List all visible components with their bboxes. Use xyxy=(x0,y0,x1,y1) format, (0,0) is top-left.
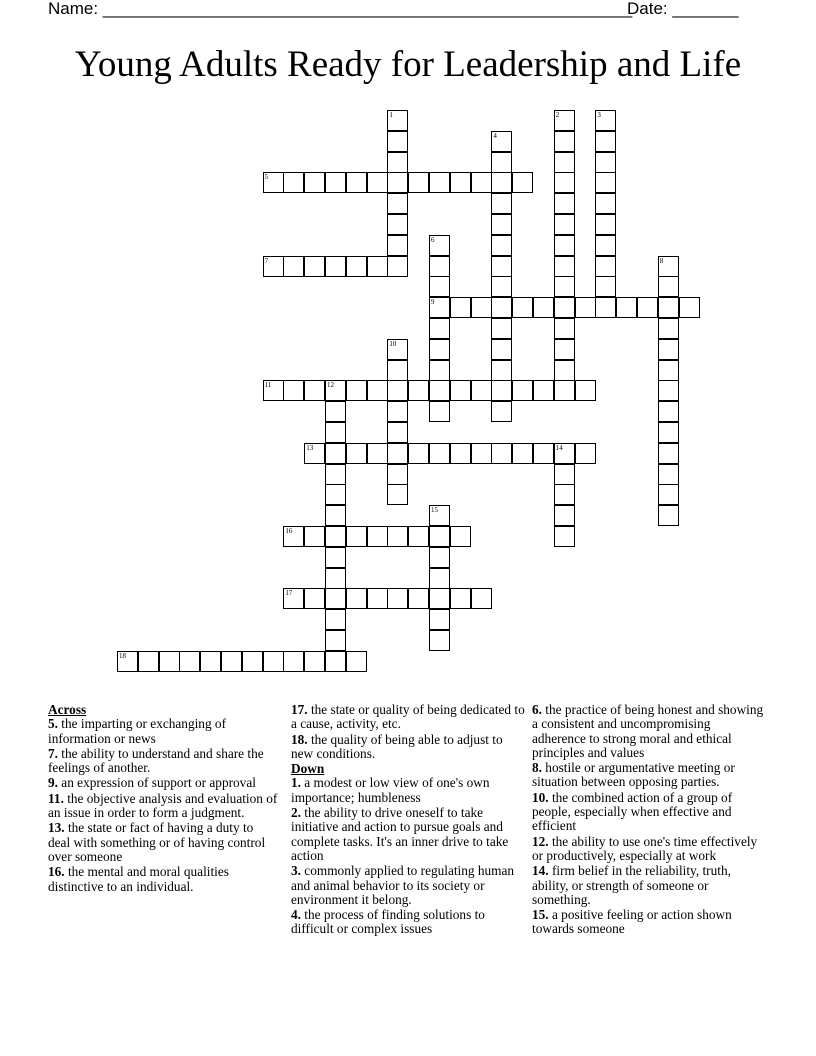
grid-cell[interactable] xyxy=(554,380,575,401)
clue-text: firm belief in the reliability, truth, ability, or strength of someone or something. xyxy=(532,863,731,907)
grid-cell[interactable] xyxy=(595,152,616,173)
grid-cell[interactable] xyxy=(242,651,263,672)
grid-cell[interactable] xyxy=(325,630,346,651)
grid-cell[interactable] xyxy=(512,297,533,318)
cell-number: 17 xyxy=(285,589,293,598)
down-heading: Down xyxy=(291,761,325,777)
grid-cell[interactable] xyxy=(325,588,346,609)
clue-text: commonly applied to regulating human and animal behavior to its society or environment it belong. xyxy=(291,863,515,907)
grid-cell[interactable] xyxy=(325,484,346,505)
grid-cell[interactable] xyxy=(554,152,575,173)
grid-cell[interactable] xyxy=(283,172,304,193)
grid-cell[interactable] xyxy=(304,588,325,609)
cell-number: 14 xyxy=(555,443,563,452)
grid-cell[interactable] xyxy=(533,380,554,401)
grid-cell[interactable] xyxy=(554,110,575,131)
grid-cell[interactable] xyxy=(595,256,616,277)
grid-cell[interactable] xyxy=(346,651,367,672)
clue-number: 5. xyxy=(48,716,58,732)
grid-cell[interactable] xyxy=(595,297,616,318)
grid-cell[interactable] xyxy=(429,568,450,589)
grid-cell[interactable] xyxy=(387,193,408,214)
grid-cell[interactable] xyxy=(138,651,159,672)
clue-text: the state or quality of being dedicated to a cause, activity, etc. xyxy=(291,702,525,732)
cell-number: 8 xyxy=(659,256,664,265)
grid-cell[interactable] xyxy=(429,609,450,630)
grid-cell[interactable] xyxy=(679,297,700,318)
cell-number: 9 xyxy=(431,298,435,307)
clue-number: 4. xyxy=(291,907,301,923)
clue-text: a modest or low view of one's own importance; humbleness xyxy=(291,775,490,805)
clue-text: the quality of being able to adjust to new conditions. xyxy=(291,731,503,761)
grid-cell[interactable] xyxy=(658,339,679,360)
clue-item xyxy=(532,791,767,834)
clues-column-3 xyxy=(532,703,767,938)
grid-cell[interactable] xyxy=(658,401,679,422)
grid-cell[interactable] xyxy=(325,256,346,277)
grid-cell[interactable] xyxy=(595,276,616,297)
grid-cell[interactable] xyxy=(512,380,533,401)
clue-item xyxy=(532,703,767,760)
grid-cell[interactable] xyxy=(283,526,304,547)
clue-item xyxy=(291,776,527,805)
grid-cell[interactable] xyxy=(554,276,575,297)
grid-cell[interactable] xyxy=(387,380,408,401)
clue-text: the combined action of a group of people, especially when effective and efficient xyxy=(532,789,733,834)
clue-text: the state or fact of having a duty to deal with something or of having control over someone xyxy=(48,820,266,864)
grid-cell[interactable] xyxy=(325,401,346,422)
grid-cell[interactable] xyxy=(429,526,450,547)
grid-cell[interactable] xyxy=(491,297,512,318)
grid-cell[interactable] xyxy=(387,484,408,505)
cell-number: 16 xyxy=(285,527,293,535)
grid-cell[interactable] xyxy=(450,172,471,193)
grid-cell[interactable] xyxy=(554,526,575,547)
clue-item xyxy=(532,761,767,790)
clue-item xyxy=(48,865,278,894)
grid-cell[interactable] xyxy=(658,276,679,297)
grid-cell[interactable] xyxy=(491,172,512,193)
clue-item xyxy=(48,776,278,790)
grid-cell[interactable] xyxy=(616,297,637,318)
grid-cell[interactable] xyxy=(554,360,575,381)
clue-item xyxy=(48,747,278,776)
cell-number: 7 xyxy=(264,256,269,265)
grid-cell[interactable] xyxy=(159,651,180,672)
clue-number: 14. xyxy=(532,863,549,879)
grid-cell[interactable] xyxy=(491,193,512,214)
grid-cell[interactable] xyxy=(491,214,512,235)
grid-cell[interactable] xyxy=(658,318,679,339)
clue-item xyxy=(291,864,527,907)
grid-cell[interactable] xyxy=(117,651,138,672)
clue-number: 3. xyxy=(291,863,301,879)
cell-number: 2 xyxy=(555,111,560,119)
grid-cell[interactable] xyxy=(554,318,575,339)
grid-cell[interactable] xyxy=(387,172,408,193)
cell-number: 1 xyxy=(389,111,393,119)
grid-cell[interactable] xyxy=(554,131,575,152)
date-field-label: Date: _______ xyxy=(627,0,739,18)
grid-cell[interactable] xyxy=(263,172,284,193)
grid-cell[interactable] xyxy=(408,443,429,464)
grid-cell[interactable] xyxy=(491,339,512,360)
grid-cell[interactable] xyxy=(554,256,575,277)
grid-cell[interactable] xyxy=(367,526,388,547)
grid-cell[interactable] xyxy=(575,443,596,464)
clue-text: the ability to drive oneself to take initiative and action to pursue goals and complete tasks. It's an inner drive to take action xyxy=(291,805,509,863)
grid-cell[interactable] xyxy=(595,214,616,235)
grid-cell[interactable] xyxy=(325,505,346,526)
clue-text: a positive feeling or action shown towards someone xyxy=(532,907,732,937)
grid-cell[interactable] xyxy=(429,505,450,526)
clue-text: the practice of being honest and showing a consistent and uncompromising adherence to strong moral and ethical principles and values xyxy=(532,702,764,760)
grid-cell[interactable] xyxy=(450,297,471,318)
grid-cell[interactable] xyxy=(595,235,616,256)
clue-number: 18. xyxy=(291,731,308,747)
grid-cell[interactable] xyxy=(533,297,554,318)
grid-cell[interactable] xyxy=(346,443,367,464)
clue-number: 17. xyxy=(291,702,308,717)
grid-cell[interactable] xyxy=(491,443,512,464)
grid-cell[interactable] xyxy=(429,588,450,609)
grid-cell[interactable] xyxy=(471,380,492,401)
grid-cell[interactable] xyxy=(367,380,388,401)
grid-cell[interactable] xyxy=(408,172,429,193)
grid-cell[interactable] xyxy=(554,339,575,360)
grid-cell[interactable] xyxy=(429,172,450,193)
grid-cell[interactable] xyxy=(491,276,512,297)
grid-cell[interactable] xyxy=(346,588,367,609)
grid-cell[interactable] xyxy=(387,110,408,131)
grid-cell[interactable] xyxy=(325,609,346,630)
grid-cell[interactable] xyxy=(283,588,304,609)
grid-cell[interactable] xyxy=(387,401,408,422)
grid-cell[interactable] xyxy=(304,380,325,401)
grid-cell[interactable] xyxy=(429,256,450,277)
grid-cell[interactable] xyxy=(491,256,512,277)
grid-cell[interactable] xyxy=(263,651,284,672)
puzzle-title: Young Adults Ready for Leadership and Life xyxy=(74,44,742,85)
grid-cell[interactable] xyxy=(387,152,408,173)
grid-cell[interactable] xyxy=(325,172,346,193)
grid-cell[interactable] xyxy=(408,380,429,401)
grid-cell[interactable] xyxy=(471,297,492,318)
grid-cell[interactable] xyxy=(304,526,325,547)
grid-cell[interactable] xyxy=(429,630,450,651)
cell-number: 6 xyxy=(431,235,435,244)
grid-cell[interactable] xyxy=(387,588,408,609)
grid-cell[interactable] xyxy=(346,380,367,401)
cell-number: 18 xyxy=(119,651,126,660)
grid-cell[interactable] xyxy=(387,131,408,152)
clues-column-1 xyxy=(48,703,278,895)
clue-number: 10. xyxy=(532,789,549,805)
grid-cell[interactable] xyxy=(471,172,492,193)
grid-cell[interactable] xyxy=(554,484,575,505)
grid-cell[interactable] xyxy=(387,422,408,443)
grid-cell[interactable] xyxy=(387,214,408,235)
grid-cell[interactable] xyxy=(387,464,408,485)
grid-cell[interactable] xyxy=(283,380,304,401)
clue-number: 1. xyxy=(291,775,301,791)
grid-cell[interactable] xyxy=(595,131,616,152)
grid-cell[interactable] xyxy=(325,443,346,464)
clue-number: 6. xyxy=(532,702,542,717)
grid-cell[interactable] xyxy=(429,235,450,256)
grid-cell[interactable] xyxy=(637,297,658,318)
grid-cell[interactable] xyxy=(491,152,512,173)
grid-cell[interactable] xyxy=(325,547,346,568)
grid-cell[interactable] xyxy=(429,380,450,401)
grid-cell[interactable] xyxy=(429,318,450,339)
cell-number: 4 xyxy=(493,131,497,140)
clue-item xyxy=(291,703,527,732)
clue-item xyxy=(291,733,527,762)
name-field-label: Name: ________________________________________________________ xyxy=(48,0,633,18)
grid-cell[interactable] xyxy=(491,401,512,422)
cell-number: 10 xyxy=(389,339,397,348)
grid-cell[interactable] xyxy=(658,360,679,381)
grid-cell[interactable] xyxy=(429,360,450,381)
grid-cell[interactable] xyxy=(325,526,346,547)
grid-cell[interactable] xyxy=(533,443,554,464)
grid-cell[interactable] xyxy=(471,443,492,464)
clues-column-2 xyxy=(291,703,527,938)
grid-cell[interactable] xyxy=(367,172,388,193)
grid-cell[interactable] xyxy=(512,443,533,464)
grid-cell[interactable] xyxy=(491,131,512,152)
grid-cell[interactable] xyxy=(408,526,429,547)
clue-number: 7. xyxy=(48,745,58,761)
grid-cell[interactable] xyxy=(263,380,284,401)
grid-cell[interactable] xyxy=(283,256,304,277)
clue-text: the ability to understand and share the feelings of another. xyxy=(48,745,264,776)
clue-number: 16. xyxy=(48,864,65,880)
grid-cell[interactable] xyxy=(325,422,346,443)
grid-cell[interactable] xyxy=(408,588,429,609)
clue-number: 9. xyxy=(48,775,58,791)
grid-cell[interactable] xyxy=(554,214,575,235)
grid-cell[interactable] xyxy=(554,464,575,485)
clue-item xyxy=(532,864,767,907)
cell-number: 15 xyxy=(431,506,438,515)
grid-cell[interactable] xyxy=(450,443,471,464)
grid-cell[interactable] xyxy=(554,443,575,464)
grid-cell[interactable] xyxy=(658,256,679,277)
clue-number: 15. xyxy=(532,907,549,923)
grid-cell[interactable] xyxy=(595,110,616,131)
grid-cell[interactable] xyxy=(346,526,367,547)
clue-text: an expression of support or approval xyxy=(57,775,256,791)
grid-cell[interactable] xyxy=(387,360,408,381)
clue-item xyxy=(291,908,527,937)
grid-cell[interactable] xyxy=(367,588,388,609)
clue-number: 11. xyxy=(48,790,64,806)
grid-cell[interactable] xyxy=(575,297,596,318)
grid-cell[interactable] xyxy=(429,547,450,568)
clue-text: hostile or argumentative meeting or situation between opposing parties. xyxy=(532,760,735,790)
grid-cell[interactable] xyxy=(429,297,450,318)
clue-item xyxy=(291,806,527,863)
grid-cell[interactable] xyxy=(658,505,679,526)
grid-cell[interactable] xyxy=(304,443,325,464)
grid-cell[interactable] xyxy=(387,256,408,277)
grid-cell[interactable] xyxy=(367,256,388,277)
grid-cell[interactable] xyxy=(325,380,346,401)
clue-item xyxy=(48,821,278,864)
grid-cell[interactable] xyxy=(221,651,242,672)
grid-cell[interactable] xyxy=(450,380,471,401)
grid-cell[interactable] xyxy=(387,235,408,256)
clue-number: 8. xyxy=(532,760,542,776)
grid-cell[interactable] xyxy=(304,172,325,193)
grid-cell[interactable] xyxy=(658,380,679,401)
grid-cell[interactable] xyxy=(387,443,408,464)
across-heading: Across xyxy=(48,702,87,717)
grid-cell[interactable] xyxy=(367,443,388,464)
grid-cell[interactable] xyxy=(304,651,325,672)
clue-text: the imparting or exchanging of information or news xyxy=(48,716,226,746)
clue-item xyxy=(48,717,278,746)
grid-cell[interactable] xyxy=(325,464,346,485)
clue-item xyxy=(48,792,278,821)
grid-cell[interactable] xyxy=(554,172,575,193)
grid-cell[interactable] xyxy=(429,339,450,360)
grid-cell[interactable] xyxy=(471,588,492,609)
grid-cell[interactable] xyxy=(491,380,512,401)
clue-text: the objective analysis and evaluation of an issue in order to form a judgment. xyxy=(48,790,278,821)
grid-cell[interactable] xyxy=(200,651,221,672)
grid-cell[interactable] xyxy=(387,339,408,360)
grid-cell[interactable] xyxy=(346,256,367,277)
grid-cell[interactable] xyxy=(387,526,408,547)
cell-number: 11 xyxy=(264,381,272,390)
grid-cell[interactable] xyxy=(554,505,575,526)
grid-cell[interactable] xyxy=(263,256,284,277)
grid-cell[interactable] xyxy=(575,380,596,401)
grid-cell[interactable] xyxy=(491,360,512,381)
clue-number: 12. xyxy=(532,833,549,849)
grid-cell[interactable] xyxy=(595,172,616,193)
grid-cell[interactable] xyxy=(554,297,575,318)
grid-cell[interactable] xyxy=(429,443,450,464)
grid-cell[interactable] xyxy=(658,422,679,443)
clue-text: the ability to use one's time effectively or productively, especially at work xyxy=(532,833,758,863)
grid-cell[interactable] xyxy=(658,484,679,505)
clue-text: the mental and moral qualities distinctive to an individual. xyxy=(48,864,229,894)
cell-number: 3 xyxy=(597,111,601,119)
grid-cell[interactable] xyxy=(346,172,367,193)
grid-cell[interactable] xyxy=(429,401,450,422)
grid-cell[interactable] xyxy=(554,193,575,214)
grid-cell[interactable] xyxy=(658,297,679,318)
grid-cell[interactable] xyxy=(179,651,200,672)
grid-cell[interactable] xyxy=(491,318,512,339)
cell-number: 12 xyxy=(327,381,334,390)
cell-number: 13 xyxy=(306,443,314,452)
grid-cell[interactable] xyxy=(325,651,346,672)
cell-number: 5 xyxy=(264,173,269,182)
clue-item xyxy=(532,835,767,864)
clue-text: the process of finding solutions to difficult or complex issues xyxy=(291,907,485,937)
grid-cell[interactable] xyxy=(283,651,304,672)
grid-cell[interactable] xyxy=(658,443,679,464)
grid-cell[interactable] xyxy=(658,464,679,485)
grid-cell[interactable] xyxy=(429,276,450,297)
grid-cell[interactable] xyxy=(512,172,533,193)
grid-cell[interactable] xyxy=(491,235,512,256)
grid-cell[interactable] xyxy=(450,588,471,609)
grid-cell[interactable] xyxy=(554,235,575,256)
grid-cell[interactable] xyxy=(325,568,346,589)
clue-item xyxy=(532,908,767,937)
grid-cell[interactable] xyxy=(304,256,325,277)
grid-cell[interactable] xyxy=(450,526,471,547)
grid-cell[interactable] xyxy=(595,193,616,214)
clue-number: 13. xyxy=(48,820,65,836)
clue-number: 2. xyxy=(291,805,301,821)
